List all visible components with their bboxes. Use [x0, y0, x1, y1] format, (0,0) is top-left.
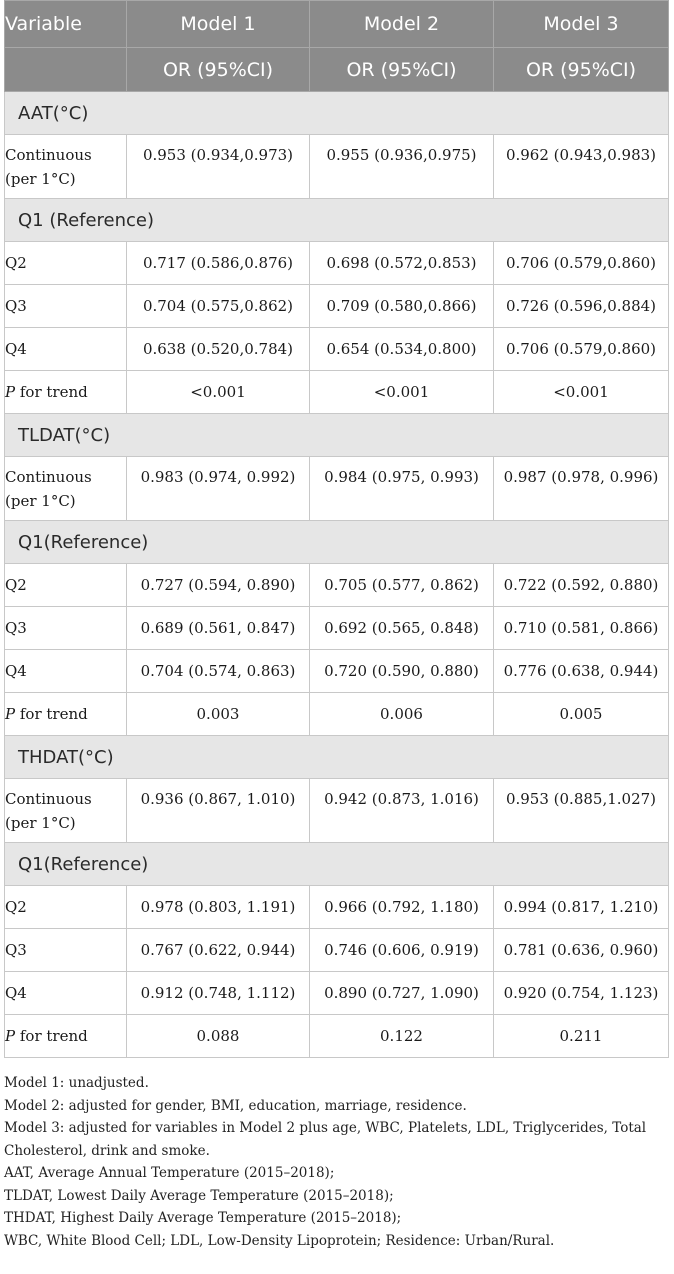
trend-label-rest: for trend	[15, 1027, 88, 1045]
table-cell: 0.953 (0.885,1.027)	[494, 779, 669, 843]
continuous-row	[5, 779, 669, 843]
row-label: Q2	[5, 242, 127, 285]
table-cell: 0.705 (0.577, 0.862)	[310, 564, 494, 607]
table-row	[5, 886, 669, 929]
continuous-label-line1: Continuous	[5, 790, 92, 808]
table-cell: 0.767 (0.622, 0.944)	[127, 929, 310, 972]
table-cell: 0.211	[494, 1015, 669, 1058]
table-cell: 0.776 (0.638, 0.944)	[494, 650, 669, 693]
trend-label	[5, 1015, 127, 1058]
table-row	[5, 328, 669, 371]
trend-p-italic: P	[5, 705, 16, 723]
table-cell: 0.003	[127, 693, 310, 736]
row-label: Q4	[5, 972, 127, 1015]
table-cell: 0.698 (0.572,0.853)	[310, 242, 494, 285]
model-1-subheader: OR (95%CI)	[127, 48, 310, 92]
footnote: AAT, Average Annual Temperature (2015–2018);	[4, 1165, 335, 1181]
model-3-subheader: OR (95%CI)	[494, 48, 669, 92]
table-cell: 0.966 (0.792, 1.180)	[310, 886, 494, 929]
footnote: WBC, White Blood Cell; LDL, Low-Density Lipoprotein; Residence: Urban/Rural.	[4, 1232, 555, 1249]
reference-label: Q1 (Reference)	[5, 199, 669, 242]
continuous-label	[5, 457, 127, 521]
section-title: AAT(°C)	[5, 92, 669, 135]
trend-label	[5, 371, 127, 414]
table-cell: 0.987 (0.978, 0.996)	[494, 457, 669, 521]
continuous-row	[5, 135, 669, 199]
table-cell: 0.005	[494, 693, 669, 736]
continuous-label-line2: (per 1°C)	[5, 170, 76, 188]
model-2-header: Model 2	[310, 1, 494, 48]
trend-p-italic: P	[5, 383, 16, 401]
reference-row	[5, 843, 669, 886]
table-cell: 0.706 (0.579,0.860)	[494, 328, 669, 371]
table-cell: 0.088	[127, 1015, 310, 1058]
table-cell: 0.727 (0.594, 0.890)	[127, 564, 310, 607]
table-cell: 0.983 (0.974, 0.992)	[127, 457, 310, 521]
row-label: Q2	[5, 886, 127, 929]
section-title-row	[5, 736, 669, 779]
table-row	[5, 972, 669, 1015]
reference-label: Q1(Reference)	[5, 521, 669, 564]
table-row	[5, 242, 669, 285]
table-cell: 0.984 (0.975, 0.993)	[310, 457, 494, 521]
table-cell: 0.962 (0.943,0.983)	[494, 135, 669, 199]
table-cell: <0.001	[494, 371, 669, 414]
table-row	[5, 607, 669, 650]
table-cell: 0.890 (0.727, 1.090)	[310, 972, 494, 1015]
table-cell: 0.704 (0.575,0.862)	[127, 285, 310, 328]
table-cell: 0.920 (0.754, 1.123)	[494, 972, 669, 1015]
continuous-label-line2: (per 1°C)	[5, 814, 76, 832]
trend-row	[5, 371, 669, 414]
continuous-label	[5, 779, 127, 843]
subheader-row	[5, 48, 669, 92]
header-row	[5, 1, 669, 48]
trend-label-rest: for trend	[15, 705, 88, 723]
continuous-label-line1: Continuous	[5, 146, 92, 164]
row-label: Q3	[5, 607, 127, 650]
footnote: TLDAT, Lowest Daily Average Temperature (2015–2018);	[4, 1187, 394, 1204]
results-table	[4, 0, 669, 1058]
row-label: Q3	[5, 929, 127, 972]
variable-subheader-blank	[5, 48, 127, 92]
table-cell: 0.689 (0.561, 0.847)	[127, 607, 310, 650]
section-title: TLDAT(°C)	[5, 414, 669, 457]
table-cell: 0.122	[310, 1015, 494, 1058]
table-cell: 0.720 (0.590, 0.880)	[310, 650, 494, 693]
footnote: THDAT, Highest Daily Average Temperature (2015–2018);	[4, 1210, 402, 1226]
table-cell: 0.706 (0.579,0.860)	[494, 242, 669, 285]
table-row	[5, 564, 669, 607]
table-row	[5, 929, 669, 972]
table-row	[5, 285, 669, 328]
continuous-label	[5, 135, 127, 199]
model-2-subheader: OR (95%CI)	[310, 48, 494, 92]
trend-row	[5, 1015, 669, 1058]
table-cell: <0.001	[310, 371, 494, 414]
model-1-header: Model 1	[127, 1, 310, 48]
table-row	[5, 650, 669, 693]
continuous-label-line2: (per 1°C)	[5, 492, 76, 510]
table-cell: 0.955 (0.936,0.975)	[310, 135, 494, 199]
table-cell: 0.942 (0.873, 1.016)	[310, 779, 494, 843]
continuous-row	[5, 457, 669, 521]
table-footnotes	[4, 1072, 668, 1252]
section-title: THDAT(°C)	[5, 736, 669, 779]
reference-row	[5, 199, 669, 242]
table-cell: 0.692 (0.565, 0.848)	[310, 607, 494, 650]
row-label: Q2	[5, 564, 127, 607]
table-cell: 0.726 (0.596,0.884)	[494, 285, 669, 328]
table-cell: 0.994 (0.817, 1.210)	[494, 886, 669, 929]
table-cell: 0.978 (0.803, 1.191)	[127, 886, 310, 929]
trend-row	[5, 693, 669, 736]
table-cell: 0.912 (0.748, 1.112)	[127, 972, 310, 1015]
section-title-row	[5, 414, 669, 457]
table-cell: 0.717 (0.586,0.876)	[127, 242, 310, 285]
table-cell: 0.722 (0.592, 0.880)	[494, 564, 669, 607]
row-label: Q4	[5, 650, 127, 693]
footnote: Model 2: adjusted for gender, BMI, education, marriage, residence.	[4, 1097, 467, 1114]
footnote: Model 3: adjusted for variables in Model 2 plus age, WBC, Platelets, LDL, Triglycerides, Total Cholesterol, drink and smoke.	[4, 1120, 647, 1159]
table-cell: 0.709 (0.580,0.866)	[310, 285, 494, 328]
trend-label-rest: for trend	[15, 383, 88, 401]
reference-row	[5, 521, 669, 564]
reference-label: Q1(Reference)	[5, 843, 669, 886]
table-cell: 0.936 (0.867, 1.010)	[127, 779, 310, 843]
table-cell: 0.781 (0.636, 0.960)	[494, 929, 669, 972]
continuous-label-line1: Continuous	[5, 468, 92, 486]
table-cell: 0.704 (0.574, 0.863)	[127, 650, 310, 693]
table-cell: 0.006	[310, 693, 494, 736]
table-cell: 0.746 (0.606, 0.919)	[310, 929, 494, 972]
table-cell: 0.710 (0.581, 0.866)	[494, 607, 669, 650]
table-cell: 0.638 (0.520,0.784)	[127, 328, 310, 371]
table-cell: 0.953 (0.934,0.973)	[127, 135, 310, 199]
row-label: Q3	[5, 285, 127, 328]
trend-label	[5, 693, 127, 736]
trend-p-italic: P	[5, 1027, 16, 1045]
table-cell: <0.001	[127, 371, 310, 414]
section-title-row	[5, 92, 669, 135]
variable-header: Variable	[5, 1, 127, 48]
footnote: Model 1: unadjusted.	[4, 1075, 149, 1091]
table-cell: 0.654 (0.534,0.800)	[310, 328, 494, 371]
model-3-header: Model 3	[494, 1, 669, 48]
row-label: Q4	[5, 328, 127, 371]
